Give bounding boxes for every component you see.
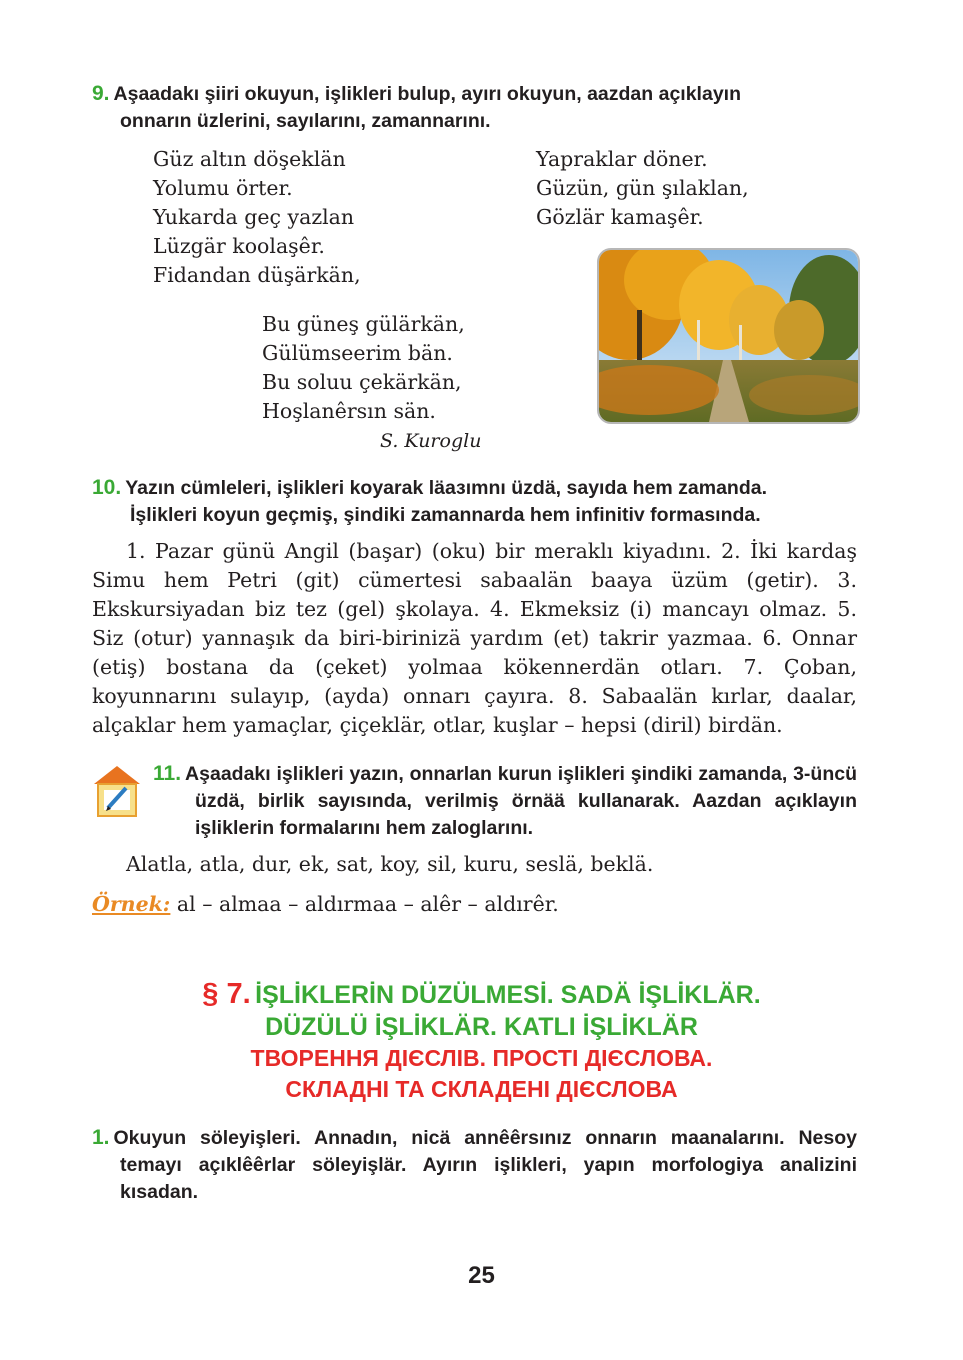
- task-10-line-2: İşlikleri koyun geçmiş, şindiki zamannarda hem infinitiv formasında.: [130, 504, 761, 526]
- poem-line: Güz altın döşeklän: [153, 147, 346, 171]
- task-9-line-2: onnarın üzlerini, sayılarını, zamannarını.: [120, 110, 491, 132]
- poem-line: Bu soluu çekärkän,: [262, 370, 462, 394]
- example-text: al – almaa – aldırmaa – alêr – aldırêr.: [170, 892, 559, 916]
- task-9: [92, 80, 857, 135]
- task-9-number: 9.: [92, 82, 110, 105]
- section-title-2: DÜZÜLÜ İŞLİKLÄR. KATLI İŞLİKLÄR: [265, 1013, 698, 1041]
- section-title-1: İŞLİKLERİN DÜZÜLMESİ. SADÄ İŞLİKLÄR.: [255, 981, 761, 1009]
- autumn-forest-photo: [597, 248, 860, 424]
- task-9-line-1: Aşaadakı şiiri okuyun, işlikleri bulup, ayırı okuyun, aazdan açıklayın: [113, 83, 741, 105]
- task-11-example: [92, 890, 559, 919]
- task-11-text: Aşaadakı işlikleri yazın, onnarlan kurun işlikleri şindiki zamanda, 3-üncü üzdä, birlik sayısında, verilmiş örnää kullanarak. Aazdan açıklayın işliklerin formalarını hem zaloglarını.: [185, 763, 857, 839]
- page-number: 25: [468, 1262, 495, 1289]
- task-10: [92, 474, 857, 529]
- poem-right-stanza: [536, 145, 749, 232]
- poem-line: Güzün, gün şılaklan,: [536, 176, 749, 200]
- task-1: [92, 1124, 857, 1206]
- poem-line: Fidandan düşärkän,: [153, 263, 361, 287]
- poem-line: Bu güneş gülärkän,: [262, 312, 465, 336]
- poem-line: Yukarda geç yazlan: [153, 205, 355, 229]
- section-heading: [0, 978, 963, 1105]
- poem-line: Gözlär kamaşêr.: [536, 205, 704, 229]
- task-1-number: 1.: [92, 1126, 110, 1149]
- task-10-number: 10.: [92, 476, 122, 499]
- task-1-text: Okuyun söleyişleri. Annadın, nicä annêêrsınız onnarın maanalarını. Nesoy temayı açıklêêrlar söleyişlär. Ayırın işlikleri, yapın morfologiya analizini kısadan.: [113, 1127, 857, 1203]
- task-11-number: 11.: [153, 762, 182, 785]
- poem-center-stanza: [262, 310, 465, 426]
- section-title-4: СКЛАДНІ ТА СКЛАДЕНІ ДІЄСЛОВА: [285, 1076, 678, 1102]
- section-title-3: ТВОРЕННЯ ДІЄСЛІВ. ПРОСТІ ДІЄСЛОВА.: [250, 1045, 713, 1071]
- poem-line: Yapraklar döner.: [536, 147, 708, 171]
- task-11: [153, 760, 857, 842]
- poem-author: S. Kuroglu: [380, 430, 482, 452]
- task-10-line-1: Yazın cümleleri, işlikleri koyarak läазımnı üzdä, sayıda hem zamanda.: [125, 477, 768, 499]
- section-symbol: § 7.: [202, 978, 251, 1010]
- poem-left-stanza: [153, 145, 361, 290]
- poem-line: Hoşlanêrsın sän.: [262, 399, 436, 423]
- write-task-icon: [92, 762, 142, 818]
- task-11-words: Alatla, atla, dur, ek, sat, koy, sil, kuru, seslä, beklä.: [126, 852, 654, 876]
- poem-line: Gülümseerim bän.: [262, 341, 453, 365]
- poem-line: Yolumu örter.: [153, 176, 293, 200]
- example-label: Örnek:: [92, 892, 171, 916]
- poem-line: Lüzgär koolaşêr.: [153, 234, 325, 258]
- task-10-sentences: 1. Pazar günü Angil (başar) (oku) bir meraklı kiyadını. 2. İki kardaş Simu hem Petri (git) cümertesi sabaalän baaya üzüm (getir). 3. Ekskursiyadan biz tez (gel) şkolaya. 4. Ekmeksiz (i) mancayı olmaz. 5. Siz (otur) yannaşık da biri-birinizä yardım (et) takrir yazmaa. 6. Onnar (etiş) bostana da (çeket) yolmaa kökennerdän otları. 7. Çoban, koyunnarını sulayıp, (ayda) onnarı çayıra. 8. Sabaalän kırlar, daalar, alçaklar hem yamaçlar, çiçeklär, otlar, kuşlar – hepsi (diril) birdän.: [92, 539, 857, 737]
